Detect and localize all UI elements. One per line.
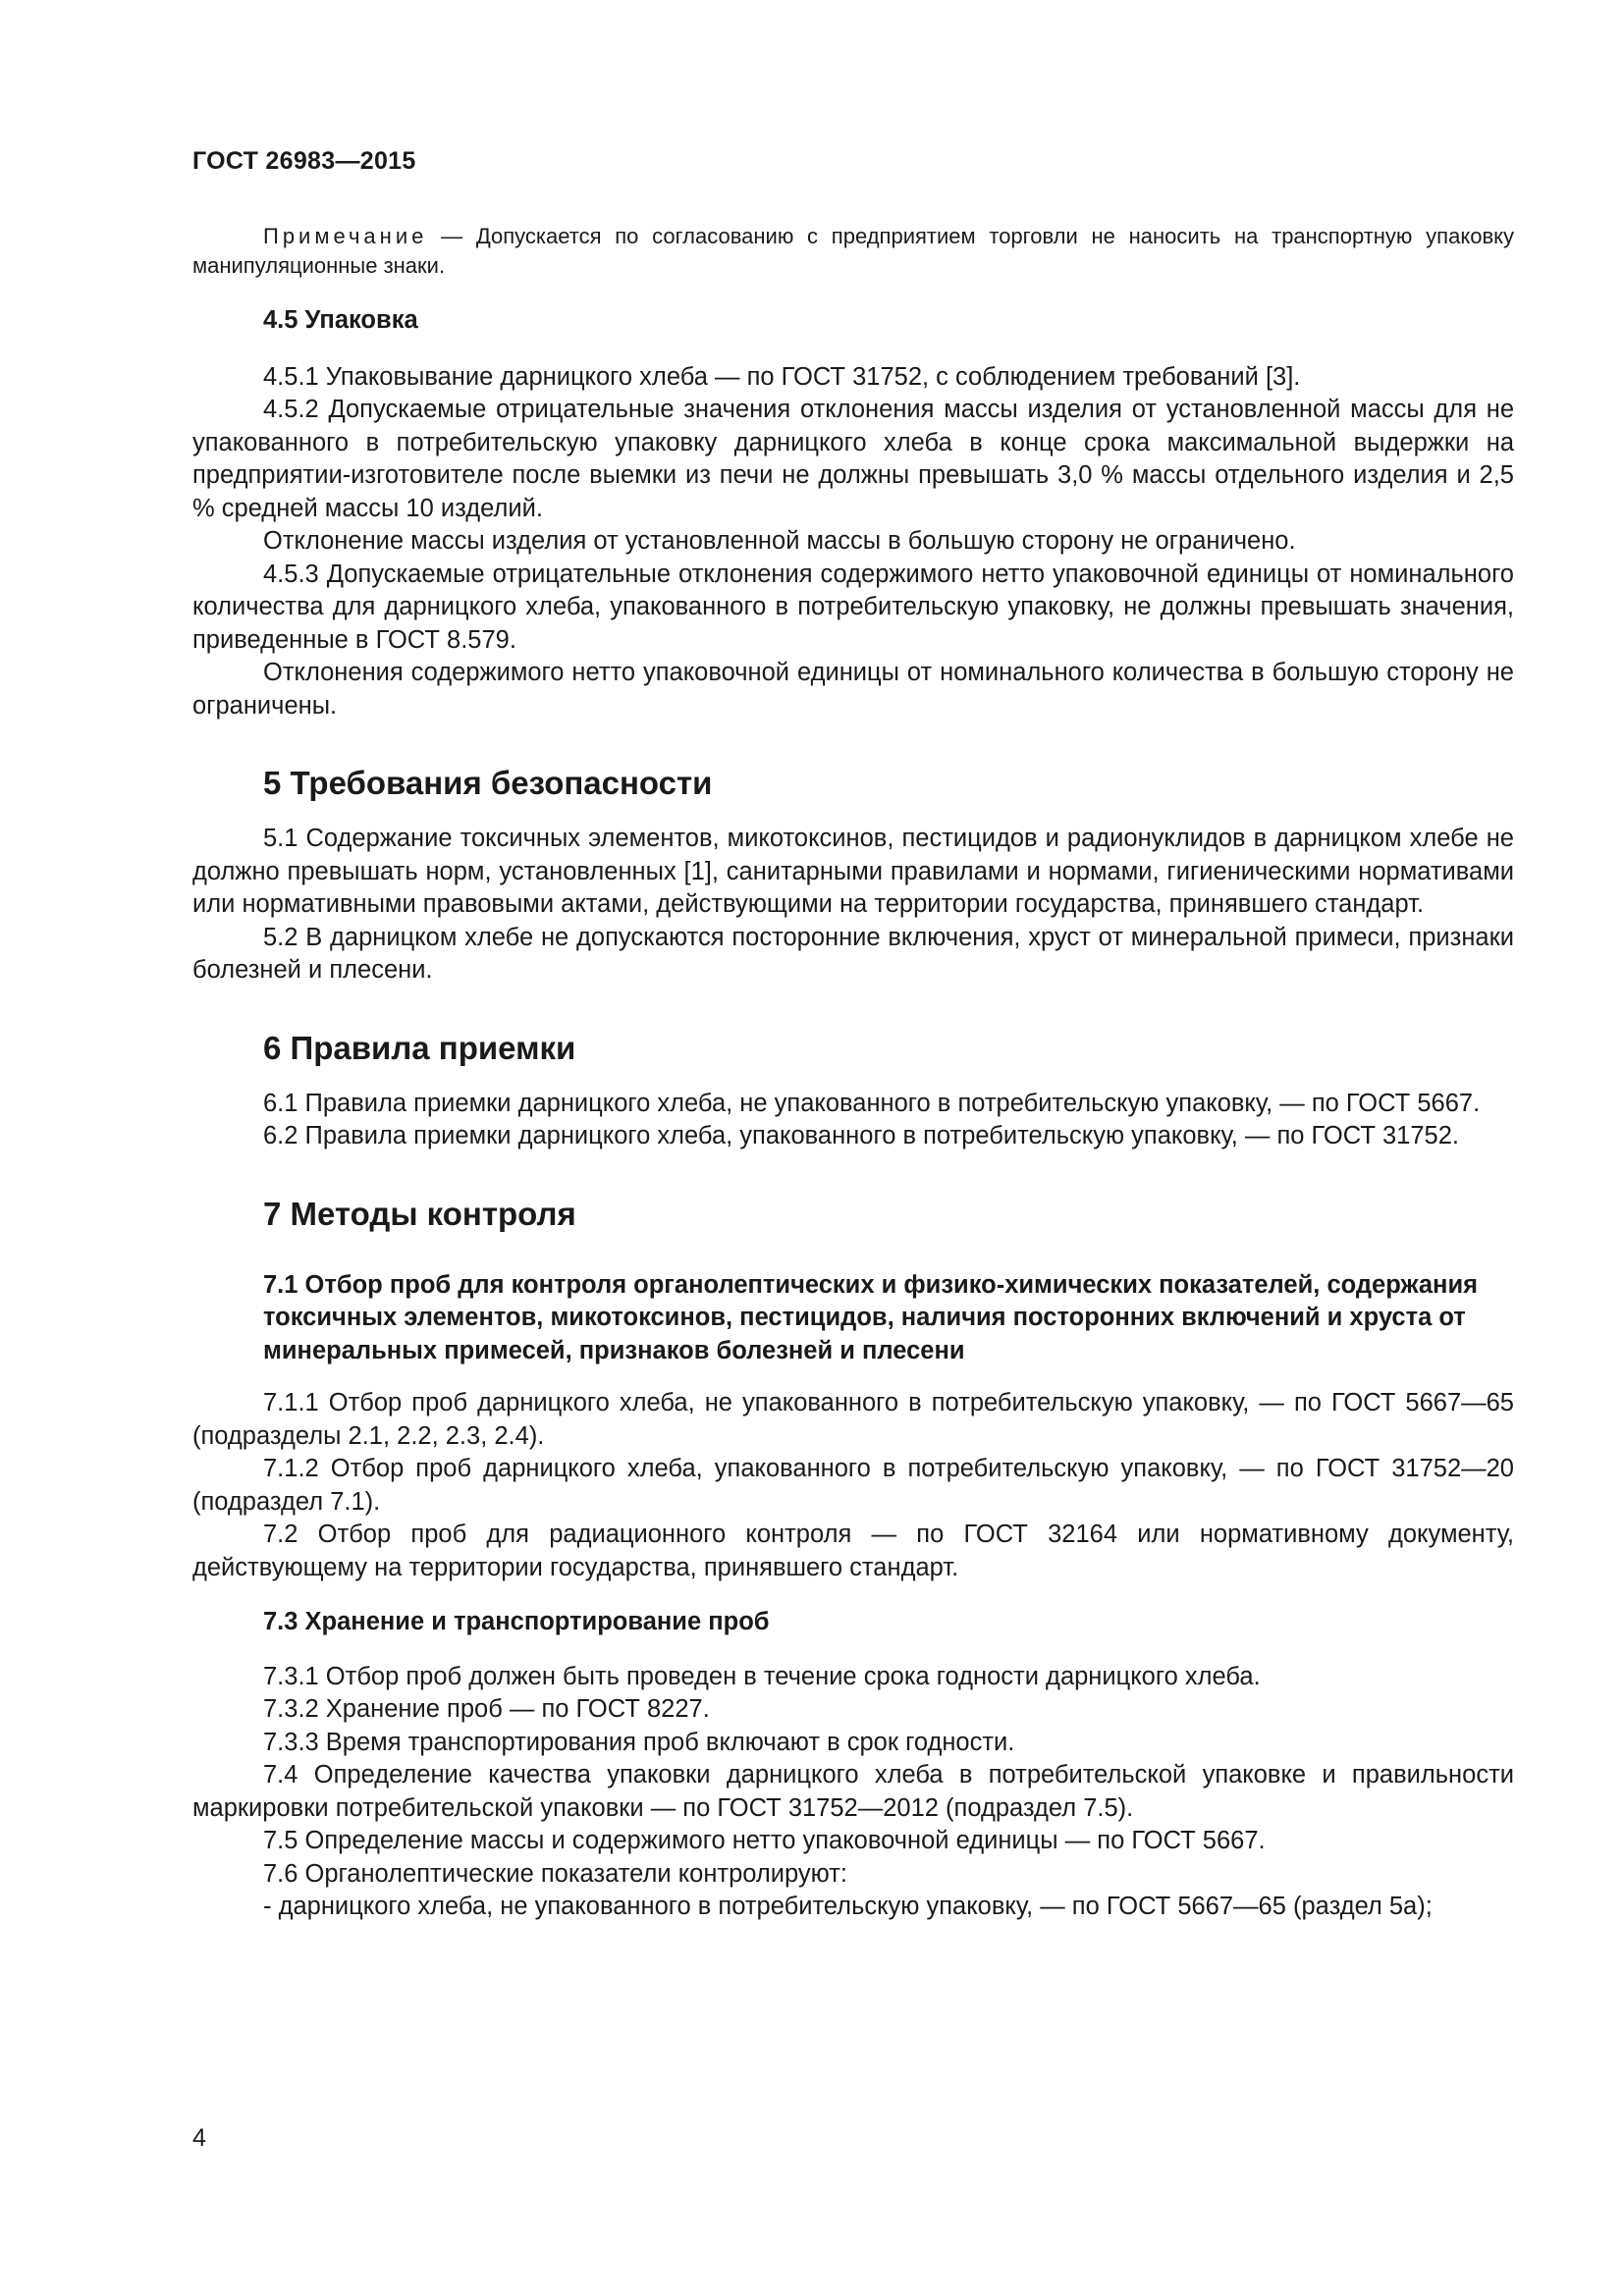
paragraph-7-3-1: 7.3.1 Отбор проб должен быть проведен в течение срока годности дарницкого хлеба. [263,1662,1261,1690]
paragraph-4-5-3-cont: Отклонения содержимого нетто упаковочной единицы от номинального количества в большую сторону не ограничены. [192,659,1514,720]
paragraph-4-5-1: 4.5.1 Упаковывание дарницкого хлеба — по ГОСТ 31752, с соблюдением требований [3]. [263,362,1301,391]
paragraph-7-5: 7.5 Определение массы и содержимого нетто упаковочной единицы — по ГОСТ 5667. [263,1827,1266,1854]
subsection-title-7-3: 7.3 Хранение и транспортирование проб [263,1608,770,1635]
paragraph-6-1: 6.1 Правила приемки дарницкого хлеба, не упакованного в потребительскую упаковку, — по ГОСТ 5667. [263,1089,1481,1117]
paragraph-7-6: 7.6 Органолептические показатели контролируют: [263,1859,847,1888]
section-title-7: 7 Методы контроля [263,1195,576,1232]
list-item: - дарницкого хлеба, не упакованного в потребительскую упаковку, — по ГОСТ 5667—65 (раздел 5а); [263,1893,1433,1920]
page-number: 4 [192,2124,206,2152]
note-paragraph [192,222,1514,281]
document-header: ГОСТ 26983—2015 [192,147,416,175]
paragraph-4-5-2-cont: Отклонение массы изделия от установленной массы в большую сторону не ограничено. [263,527,1296,555]
section-title-6: 6 Правила приемки [263,1029,576,1066]
subsection-title-4-5: 4.5 Упаковка [263,306,418,334]
paragraph-7-3-3: 7.3.3 Время транспортирования проб включают в срок годности. [263,1728,1015,1756]
section-title-5: 5 Требования безопасности [263,765,713,801]
paragraph-7-4: 7.4 Определение качества упаковки дарницкого хлеба в потребительской упаковке и правильности маркировки потребительской упаковки — по ГОСТ 31752—2012 (подраздел 7.5). [192,1761,1514,1822]
note-text: — Допускается по согласованию с предприятием торговли не наносить на транспортную упаковку манипуляционные знаки. [192,224,1514,278]
paragraph-5-2: 5.2 В дарницком хлебе не допускаются посторонние включения, хруст от минеральной примеси, признаки болезней и плесени. [192,923,1514,984]
paragraph-6-2: 6.2 Правила приемки дарницкого хлеба, упакованного в потребительскую упаковку, — по ГОСТ 31752. [263,1122,1459,1149]
paragraph-7-1-1: 7.1.1 Отбор проб дарницкого хлеба, не упакованного в потребительскую упаковку, — по ГОСТ 5667—65 (подразделы 2.1, 2.2, 2.3, 2.4). [192,1389,1514,1450]
paragraph-7-2: 7.2 Отбор проб для радиационного контроля — по ГОСТ 32164 или нормативному документу, действующему на территории государства, принявшего стандарт. [192,1521,1514,1581]
note-label: Примечание [263,224,428,248]
document-body [192,222,1514,1924]
paragraph-5-1: 5.1 Содержание токсичных элементов, микотоксинов, пестицидов и радионуклидов в дарницком хлебе не должно превышать норм, установленных [1], санитарными правилами и нормами, гигиеническими нормативами или нормативными правовыми актами, действующими на территории государства, принявшего стандарт. [192,825,1514,918]
paragraph-4-5-3: 4.5.3 Допускаемые отрицательные отклонения содержимого нетто упаковочной единицы от номинального количества для дарницкого хлеба, упакованного в потребительскую упаковку, не должны превышать значения, приведенные в ГОСТ 8.579. [192,560,1514,654]
paragraph-7-3-2: 7.3.2 Хранение проб — по ГОСТ 8227. [263,1695,710,1723]
paragraph-7-1-2: 7.1.2 Отбор проб дарницкого хлеба, упакованного в потребительскую упаковку, — по ГОСТ 31752—20 (подраздел 7.1). [192,1455,1514,1516]
subsection-title-7-1: 7.1 Отбор проб для контроля органолептических и физико-химических показателей, содержания токсичных элементов, микотоксинов, пестицидов, наличия посторонних включений и хруста от минеральных примесей, признаков болезней и плесени [263,1270,1479,1364]
paragraph-4-5-2: 4.5.2 Допускаемые отрицательные значения отклонения массы изделия от установленной массы для не упакованного в потребительскую упаковку дарницкого хлеба в конце срока максимальной выдержки на предприятии-изготовителе после выемки из печи не должны превышать 3,0 % массы отдельного изделия и 2,5 % средней массы 10 изделий. [192,396,1514,522]
